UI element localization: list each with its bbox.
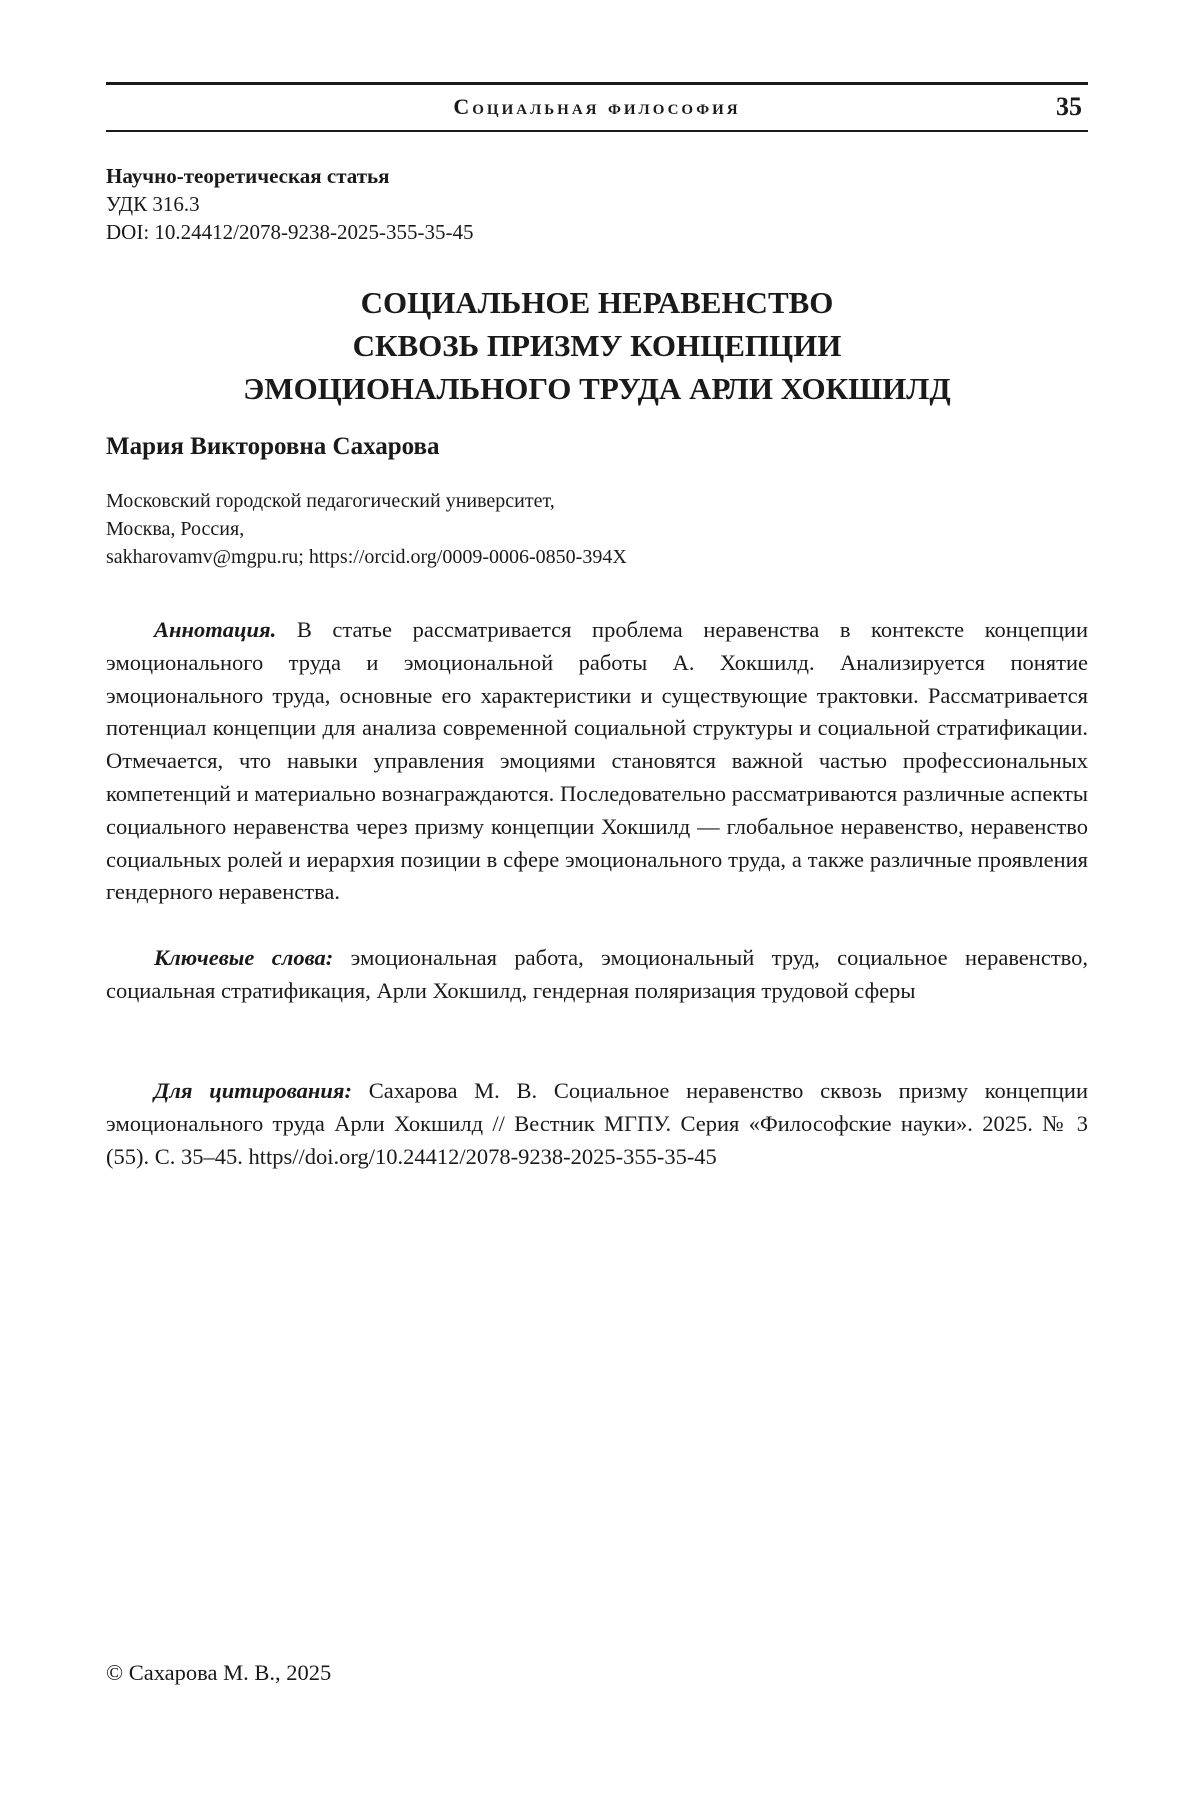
page-number: 35 [1056, 92, 1082, 122]
title-line-3: ЭМОЦИОНАЛЬНОГО ТРУДА АРЛИ ХОКШИЛД [106, 367, 1088, 410]
running-head [106, 92, 1088, 124]
article-meta [106, 162, 473, 246]
citation-text: Сахарова М. В. Социальное неравенство сквозь призму кон­цепции эмоционального труда Арли Хокшилд // Вестник МГПУ. Серия «Философские науки». 2025. № 3 (55). С. 35–45. https//doi.org/10.24412/2078-9238-2025-355-35-45 [106, 1078, 1088, 1169]
affiliation-university: Московский городской педагогический университет, [106, 487, 627, 515]
citation [106, 1075, 1088, 1173]
title-line-2: СКВОЗЬ ПРИЗМУ КОНЦЕПЦИИ [106, 324, 1088, 367]
article-title [106, 281, 1088, 410]
header-bottom-rule [106, 130, 1088, 132]
keywords [106, 942, 1088, 1008]
section-name: Социальная философия [106, 94, 1088, 120]
keywords-label: Ключевые слова: [154, 945, 333, 970]
article-type: Научно-теоретическая статья [106, 162, 473, 190]
abstract-text: В статье рассматривается проблема неравенства в контексте концеп­ции эмоционального труда и эмоциональной работы А. Хокшилд. Анализируется понятие эмоционального труда, основные его характеристики и существующие трак­товки. Рассматривается потенциал концепции для анализа современной социаль­ной структуры и социальной стратификации. Отмечается, что навыки управления эмоциями становятся важной частью профессиональных компетенций и материально вознаграждаются. Последовательно рассматриваются различные аспекты социального неравенства через призму концепции Хокшилд — глобальное неравенство, неравенст­во социальных ролей и иерархия позиции в сфере эмоционального труда, а также различные проявления гендерного неравенства. [106, 617, 1088, 904]
author-name: Мария Викторовна Сахарова [106, 433, 440, 461]
udc-code: УДК 316.3 [106, 190, 473, 218]
title-line-1: СОЦИАЛЬНОЕ НЕРАВЕНСТВО [106, 281, 1088, 324]
journal-page [106, 0, 1088, 1800]
affiliation-location: Москва, Россия, [106, 515, 627, 543]
doi: DOI: 10.24412/2078-9238-2025-355-35-45 [106, 218, 473, 246]
abstract-label: Аннотация. [154, 617, 276, 642]
abstract [106, 614, 1088, 909]
copyright: © Сахарова М. В., 2025 [106, 1660, 331, 1686]
header-top-rule [106, 82, 1088, 85]
citation-label: Для цитирования: [154, 1078, 352, 1103]
author-affiliation [106, 487, 627, 571]
keywords-text: эмоциональная работа, эмоциональный труд, социальное нера­венство, социальная стратификация, Арли Хокшилд, гендерная поляризация трудовой сферы [106, 945, 1088, 1003]
author-contacts: sakharovamv@mgpu.ru; https://orcid.org/0009-0006-0850-394X [106, 543, 627, 571]
